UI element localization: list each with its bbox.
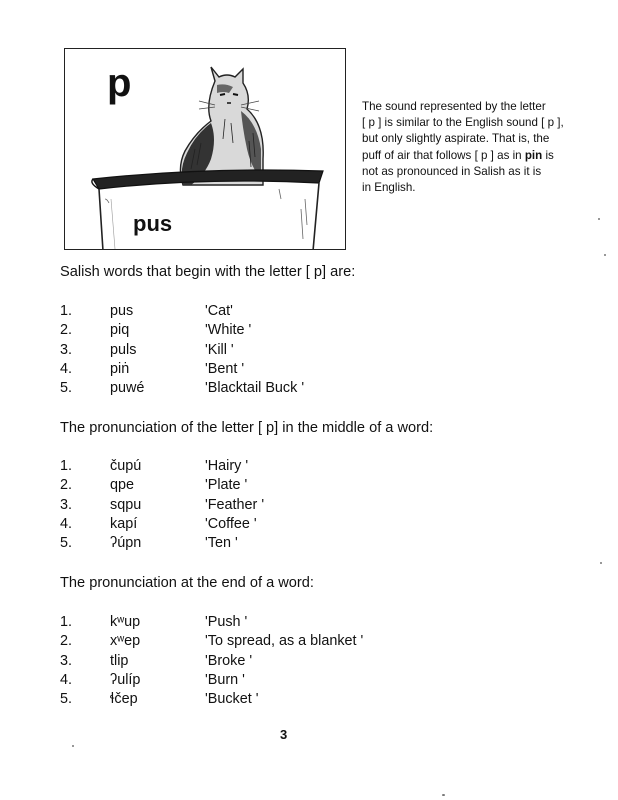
item-number: 4.	[60, 515, 73, 532]
item-number: 2.	[60, 322, 73, 339]
salish-word: ʔúpn	[110, 535, 142, 552]
pronunciation-description	[362, 99, 592, 196]
description-line: The sound represented by the letter	[362, 100, 546, 113]
featured-word: pus	[133, 211, 173, 236]
salish-word: puwé	[110, 380, 145, 397]
page-number: 3	[280, 727, 288, 742]
description-line	[362, 148, 592, 164]
item-number: 5.	[60, 691, 73, 708]
list-item	[60, 515, 560, 534]
list-item	[60, 632, 560, 651]
list-item	[60, 534, 560, 553]
description-text: is	[542, 148, 554, 162]
scan-speck	[598, 218, 600, 220]
salish-word: ɬčep	[110, 691, 138, 708]
item-number: 3.	[60, 496, 73, 513]
english-gloss: 'Burn '	[205, 671, 245, 688]
english-gloss: 'Plate '	[205, 477, 248, 494]
item-number: 1.	[60, 458, 73, 474]
english-gloss: 'Kill '	[205, 341, 234, 358]
section-heading-final: The pronunciation at the end of a word:	[60, 575, 314, 591]
section-heading-middle: The pronunciation of the letter [ p] in the middle of a word:	[60, 420, 434, 436]
salish-word: čupú	[110, 458, 142, 474]
description-line: [ p ] is similar to the English sound [ p ],	[362, 116, 564, 130]
item-number: 5.	[60, 535, 73, 552]
list-item	[60, 690, 560, 709]
list-item	[60, 476, 560, 495]
description-text: puff of air that follows [ p ] as in	[362, 148, 525, 162]
english-gloss: 'To spread, as a blanket '	[205, 633, 364, 650]
salish-word: piṅ	[110, 360, 130, 377]
item-number: 4.	[60, 360, 73, 377]
list-item	[60, 341, 560, 360]
item-number: 1.	[60, 614, 73, 630]
english-gloss: 'Hairy '	[205, 458, 249, 474]
english-gloss: 'Ten '	[205, 535, 238, 552]
list-item	[60, 613, 560, 632]
item-number: 2.	[60, 633, 73, 650]
list-item	[60, 360, 560, 379]
scan-speck	[72, 745, 74, 747]
english-gloss: 'Push '	[205, 614, 248, 630]
item-number: 4.	[60, 671, 73, 688]
emphasized-word: pin	[524, 148, 543, 162]
word-list-final	[60, 613, 560, 709]
english-gloss: 'Feather '	[205, 496, 265, 513]
featured-letter: p	[107, 61, 131, 105]
item-number: 3.	[60, 341, 73, 358]
item-number: 3.	[60, 652, 73, 669]
item-number: 2.	[60, 477, 73, 494]
english-gloss: 'Bucket '	[205, 691, 259, 708]
scan-speck	[604, 254, 606, 256]
description-line: in English.	[362, 181, 416, 195]
list-item	[60, 671, 560, 690]
description-line: but only slightly aspirate. That is, the	[362, 132, 550, 146]
list-item	[60, 496, 560, 515]
list-item	[60, 652, 560, 671]
section-heading-initial: Salish words that begin with the letter [ p] are:	[60, 264, 356, 280]
salish-word: qpe	[110, 477, 135, 494]
salish-word: xʷep	[110, 633, 141, 650]
english-gloss: 'White '	[205, 322, 252, 339]
salish-word: tlip	[110, 652, 129, 669]
item-number: 5.	[60, 380, 73, 397]
illustration-frame	[64, 48, 346, 250]
item-number: 1.	[60, 303, 73, 319]
salish-word: pus	[110, 303, 134, 319]
salish-word: sqpu	[110, 496, 142, 513]
list-item	[60, 457, 560, 476]
list-item	[60, 379, 560, 398]
english-gloss: 'Blacktail Buck '	[205, 380, 305, 397]
english-gloss: 'Coffee '	[205, 515, 257, 532]
english-gloss: 'Bent '	[205, 360, 245, 377]
description-line: not as pronounced in Salish as it is	[362, 164, 542, 178]
scan-speck	[442, 794, 445, 796]
list-item	[60, 321, 560, 340]
salish-word: kapí	[110, 515, 138, 532]
scan-speck	[600, 562, 602, 564]
word-list-initial	[60, 302, 560, 398]
salish-word: kʷup	[110, 614, 141, 630]
english-gloss: 'Cat'	[205, 303, 233, 319]
list-item	[60, 302, 560, 321]
salish-word: ʔulíp	[110, 671, 141, 688]
word-list-middle	[60, 457, 560, 553]
salish-word: piq	[110, 322, 130, 339]
salish-word: puls	[110, 341, 137, 358]
english-gloss: 'Broke '	[205, 652, 253, 669]
